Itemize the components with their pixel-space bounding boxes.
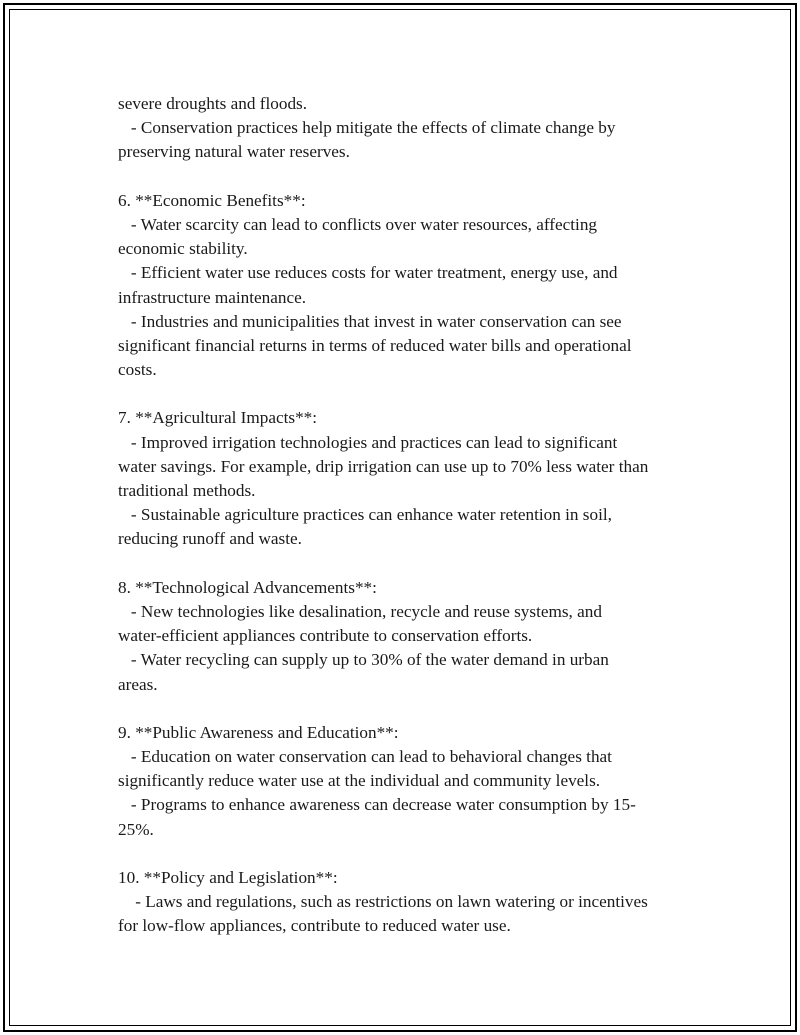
text-line: costs.	[118, 360, 157, 380]
text-line: water-efficient appliances contribute to conservation efforts.	[118, 626, 533, 646]
text-line: - Sustainable agriculture practices can enhance water retention in soil,	[118, 505, 612, 525]
document-body	[118, 92, 698, 939]
text-line: traditional methods.	[118, 481, 256, 500]
text-line: - Programs to enhance awareness can decrease water consumption by 15-	[118, 795, 636, 815]
text-line: areas.	[118, 674, 158, 694]
text-line: significant financial returns in terms of reduced water bills and operational	[118, 335, 632, 355]
section-heading: 6. **Economic Benefits**:	[118, 190, 306, 210]
section-heading: 10. **Policy and Legislation**:	[118, 868, 338, 887]
text-line: - Laws and regulations, such as restrictions on lawn watering or incentives	[118, 892, 648, 912]
section-heading: 7. **Agricultural Impacts**:	[118, 408, 318, 428]
text-line: - Improved irrigation technologies and practices can lead to significant	[118, 432, 618, 452]
paragraph-gap	[118, 552, 698, 576]
paragraph-gap	[118, 842, 698, 866]
text-line: significantly reduce water use at the individual and community levels.	[118, 771, 601, 791]
text-line: for low-flow appliances, contribute to reduced water use.	[118, 916, 511, 936]
text-line: - New technologies like desalination, recycle and reuse systems, and	[118, 601, 602, 621]
text-line: - Efficient water use reduces costs for water treatment, energy use, and	[118, 263, 618, 283]
paragraph-gap	[118, 165, 698, 189]
text-line: - Conservation practices help mitigate the effects of climate change by	[118, 118, 616, 138]
section-heading: 9. **Public Awareness and Education**:	[118, 722, 399, 742]
text-line: 25%.	[118, 819, 154, 839]
paragraph-gap	[118, 697, 698, 721]
text-line: preserving natural water reserves.	[118, 142, 350, 162]
text-line: - Water scarcity can lead to conflicts over water resources, affecting	[118, 214, 598, 234]
text-line: - Water recycling can supply up to 30% of the water demand in urban	[118, 650, 609, 670]
text-line: - Education on water conservation can lead to behavioral changes that	[118, 747, 612, 767]
text-line: infrastructure maintenance.	[118, 287, 307, 307]
text-line: - Industries and municipalities that invest in water conservation can see	[118, 311, 622, 331]
text-line: economic stability.	[118, 239, 248, 259]
text-line: severe droughts and floods.	[118, 94, 308, 113]
text-line: water savings. For example, drip irrigation can use up to 70% less water than	[118, 456, 649, 476]
section-heading: 8. **Technological Advancements**:	[118, 577, 377, 597]
text-line: reducing runoff and waste.	[118, 529, 302, 549]
paragraph-gap	[118, 382, 698, 406]
